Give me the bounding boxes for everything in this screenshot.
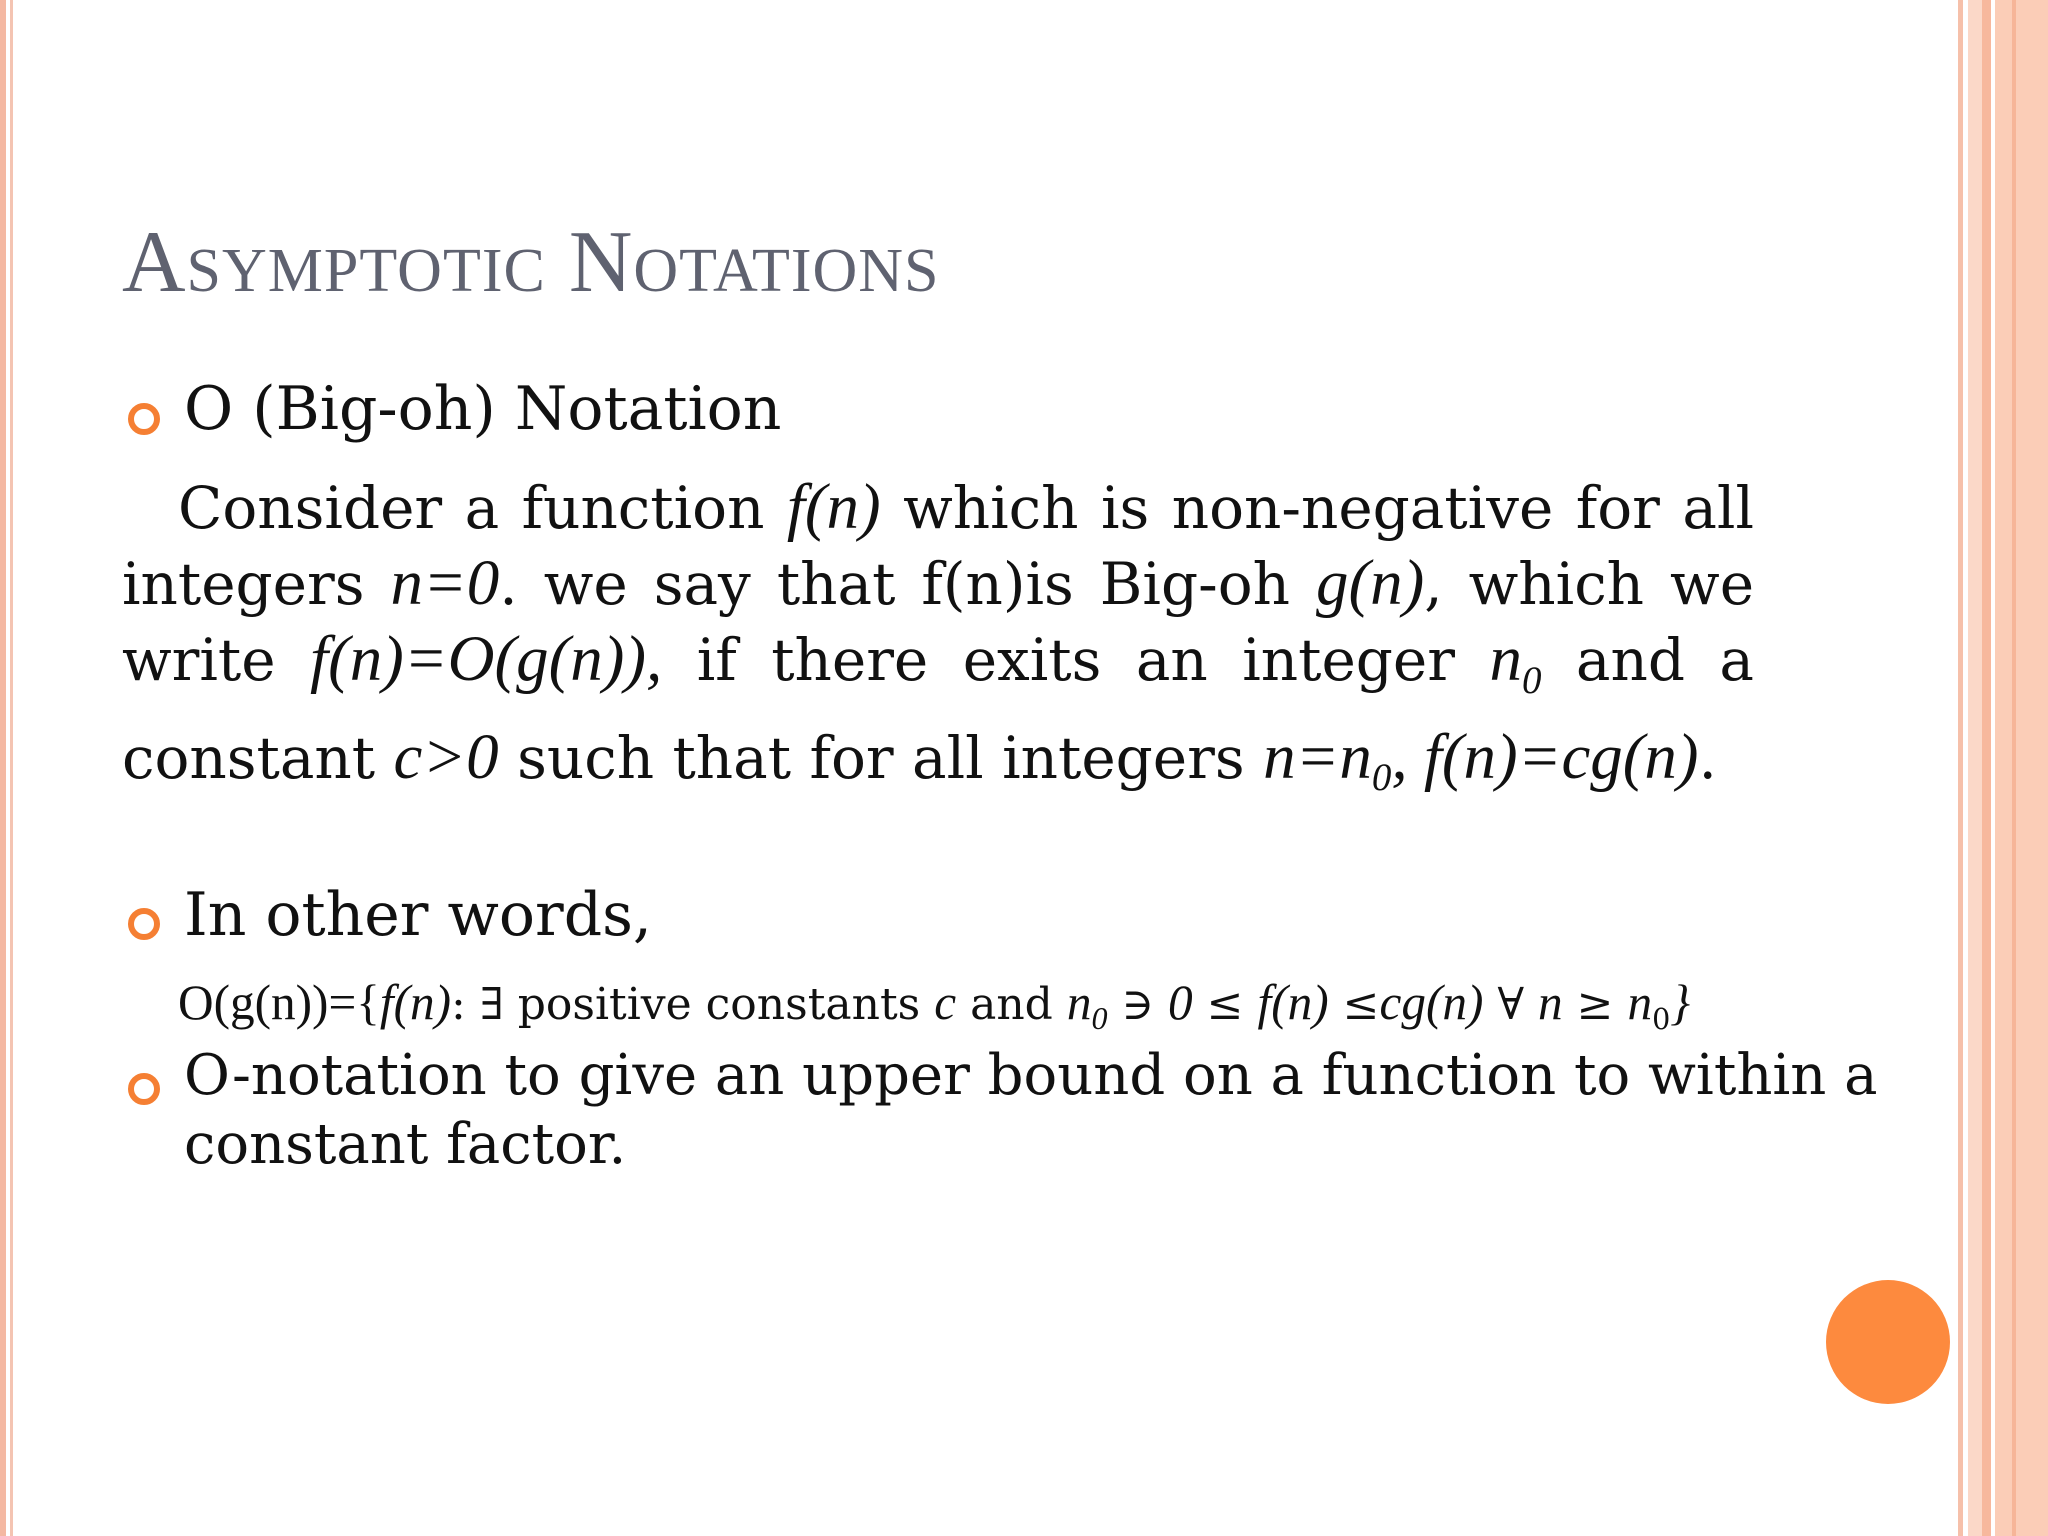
right-border-line — [1982, 0, 1991, 1536]
bullet-icon — [128, 908, 160, 940]
decorative-circle — [1826, 1280, 1950, 1404]
right-border-line — [1968, 0, 1982, 1536]
bullet-icon — [128, 1073, 160, 1105]
set-definition-formula: O(g(n))={f(n): ∃ positive constants c and $n_0$ ∋ 0 ≤ f(n) ≤cg(n) ∀ $n \ge n_0$} — [178, 975, 1691, 1036]
right-border-line — [1958, 0, 1963, 1536]
bullet-heading-big-oh: O (Big-oh) Notation — [184, 374, 782, 444]
right-border-band — [1995, 0, 2048, 1536]
left-border-inner — [10, 0, 13, 1536]
definition-paragraph: Consider a function f(n) which is non-negative for all integers n=0. we say that f(n)is Big-oh g(n), which we write f(n)=O(g(n)), if there exits an integer $n_0$ and a constant c>0 such that for all integers $n=n_0$, f(n)=cg(n). — [122, 471, 1755, 800]
bullet-upper-bound-line1: O-notation to give an upper bound on a function to within a — [184, 1043, 1878, 1108]
bullet-heading-other-words: In other words, — [184, 880, 652, 950]
right-border-band-inner — [2012, 0, 2016, 1536]
bullet-icon — [128, 403, 160, 435]
slide-title: Asymptotic Notations — [122, 214, 940, 311]
left-border — [0, 0, 6, 1536]
bullet-upper-bound-line2: constant factor. — [184, 1112, 627, 1177]
